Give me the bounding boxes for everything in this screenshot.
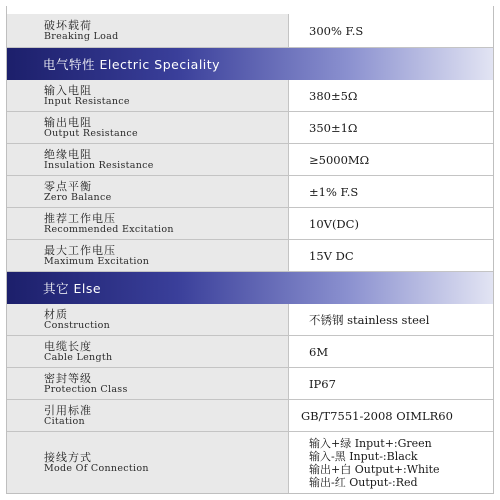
spec-label-cn: 材质 xyxy=(44,307,68,321)
spec-label xyxy=(7,80,289,111)
spec-row-construction xyxy=(7,304,493,336)
spec-label-en: Zero Balance xyxy=(44,191,112,203)
spec-label xyxy=(7,240,289,271)
spec-label xyxy=(7,208,289,239)
spec-value: GB/T7551-2008 OIMLR60 xyxy=(289,400,493,431)
spec-label-cn: 输入电阻 xyxy=(44,83,92,97)
spec-row-cable-length xyxy=(7,336,493,368)
section-header-else: 其它 Else xyxy=(7,272,493,304)
spec-label-en: Mode Of Connection xyxy=(44,462,149,474)
spec-row-input-resistance xyxy=(7,80,493,112)
spec-row-connection xyxy=(7,432,493,494)
section-header-electric: 电气特性 Electric Speciality xyxy=(7,48,493,80)
spec-label-en: Recommended Excitation xyxy=(44,223,174,235)
spec-value: ±1% F.S xyxy=(289,176,493,207)
spec-label xyxy=(7,368,289,399)
spec-label xyxy=(7,304,289,335)
spec-label-en: Citation xyxy=(44,415,85,427)
spec-label-cn: 最大工作电压 xyxy=(44,243,116,257)
spec-label-cn: 输出电阻 xyxy=(44,115,92,129)
spec-label-cn: 零点平衡 xyxy=(44,179,92,193)
spec-value: 300% F.S xyxy=(289,14,493,47)
spec-value: 6M xyxy=(289,336,493,367)
spec-label-cn: 接线方式 xyxy=(44,450,92,464)
spec-value: 350±1Ω xyxy=(289,112,493,143)
spec-row-breaking-load xyxy=(7,14,493,48)
spec-label-en: Cable Length xyxy=(44,351,113,363)
spec-row-protection-class xyxy=(7,368,493,400)
spec-row-recommended-excitation xyxy=(7,208,493,240)
spec-value: IP67 xyxy=(289,368,493,399)
spec-row-citation xyxy=(7,400,493,432)
spec-row-output-resistance xyxy=(7,112,493,144)
wiring-line-output-minus: 输出-红 Output-:Red xyxy=(309,475,418,489)
spec-label-en: Output Resistance xyxy=(44,127,138,139)
spec-label-cn: 电缆长度 xyxy=(44,339,92,353)
spec-row-maximum-excitation xyxy=(7,240,493,272)
spec-value: 15V DC xyxy=(289,240,493,271)
spec-row-insulation-resistance xyxy=(7,144,493,176)
spec-label-cn: 密封等级 xyxy=(44,371,92,385)
spec-label xyxy=(7,400,289,431)
spec-label xyxy=(7,336,289,367)
spec-label xyxy=(7,176,289,207)
spec-label-cn: 推荐工作电压 xyxy=(44,211,116,225)
spec-value: 不锈钢 stainless steel xyxy=(289,304,493,335)
spec-label xyxy=(7,144,289,175)
wiring-line-output-plus: 输出+白 Output+:White xyxy=(309,462,440,476)
spec-label xyxy=(7,112,289,143)
wiring-line-input-minus: 输入-黑 Input-:Black xyxy=(309,449,418,463)
spec-label-en: Insulation Resistance xyxy=(44,159,154,171)
spec-label xyxy=(7,432,289,493)
spec-label xyxy=(7,14,289,47)
spec-value: ≥5000MΩ xyxy=(289,144,493,175)
spec-label-en: Construction xyxy=(44,319,111,331)
wiring-line-input-plus: 输入+绿 Input+:Green xyxy=(309,436,432,450)
spec-label-en: Breaking Load xyxy=(44,30,119,42)
connection-wiring-list xyxy=(289,432,493,493)
spec-label-cn: 破坏载荷 xyxy=(44,18,92,32)
spec-label-en: Maximum Excitation xyxy=(44,255,150,267)
spec-label-en: Protection Class xyxy=(44,383,128,395)
spec-value: 10V(DC) xyxy=(289,208,493,239)
spec-value: 380±5Ω xyxy=(289,80,493,111)
spec-row-zero-balance xyxy=(7,176,493,208)
spec-table xyxy=(6,6,494,494)
spec-label-cn: 引用标准 xyxy=(44,403,92,417)
spec-label-en: Input Resistance xyxy=(44,95,130,107)
spec-label-cn: 绝缘电阻 xyxy=(44,147,92,161)
